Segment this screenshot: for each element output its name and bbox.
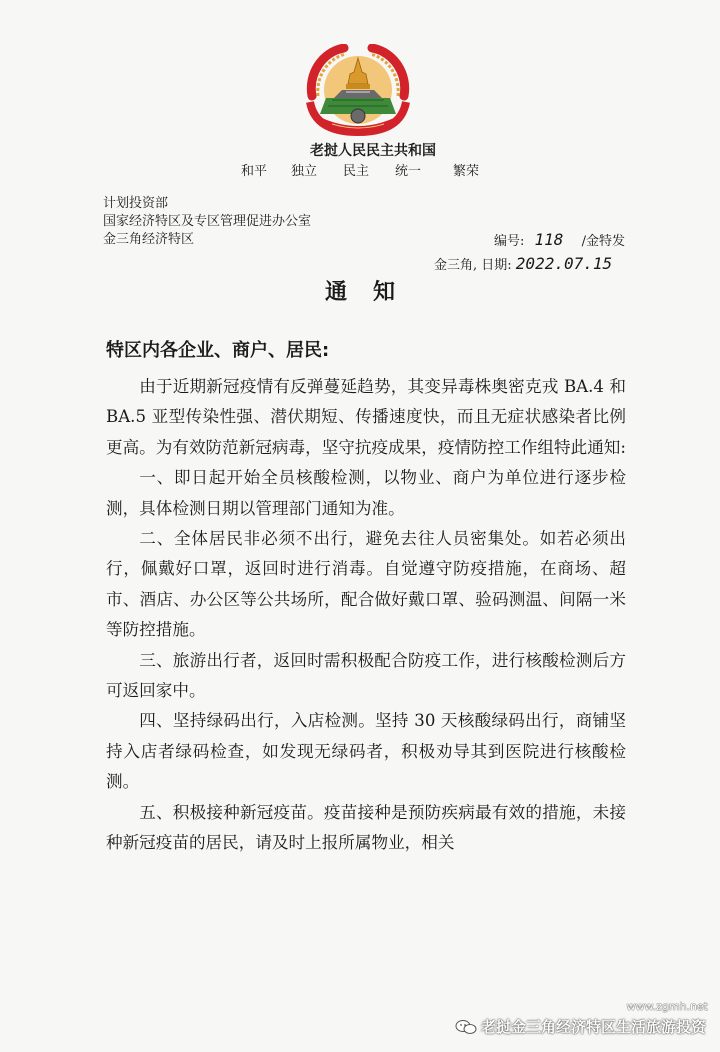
paragraph-intro: 由于近期新冠疫情有反弹蔓延趋势，其变异毒株奥密克戎 BA.4 和 BA.5 亚型传染性强、潜伏期短、传播速度快，而且无症状感染者比例更高。为有效防范新冠病毒，坚守抗疫成果，疫情防控工作组特此通知: [106,377,626,457]
paragraph-item-5: 五、积极接种新冠疫苗。疫苗接种是预防疾病最有效的措施，未接种新冠疫苗的居民，请及时上报所属物业，相关 [106,802,626,853]
issuer-office: 国家经济特区及专区管理促进办公室 [103,214,312,229]
national-motto [241,160,503,179]
site-watermark: www.zgmh.net [626,1000,708,1013]
document-number [494,230,625,249]
motto-word: 民主 [343,164,370,179]
motto-word: 统一 [395,164,422,179]
number-value: 118 [534,230,564,249]
place-date [434,254,612,273]
place-date-label: 金三角, 日期: [434,258,512,273]
national-emblem-icon [302,44,414,136]
account-name: 老挝金三角经济特区生活旅游投资 [480,1018,706,1036]
number-label: 编号: [494,234,525,249]
paragraph-item-1: 一、即日起开始全员核酸检测，以物业、商户为单位进行逐步检测，具体检测日期以管理部门通知为准。 [106,468,626,518]
paragraph-item-3: 三、旅游出行者，返回时需积极配合防疫工作，进行核酸检测后方可返回家中。 [106,650,626,701]
motto-word: 和平 [241,164,268,179]
addressee: 特区内各企业、商户、居民: [106,340,330,361]
paragraph-item-4: 四、坚持绿码出行，入店检测。坚持 30 天核酸绿码出行，商铺坚持入店者绿码检查，如发现无绿码者，积极劝导其到医院进行核酸检测。 [106,711,626,792]
document-title: 通知 [324,280,421,305]
issuer-zone: 金三角经济特区 [103,232,195,247]
number-suffix: /金特发 [581,234,625,249]
motto-word: 独立 [291,164,318,179]
notice-body [106,372,626,859]
date-value: 2022.07.15 [515,254,613,273]
issuer-ministry: 计划投资部 [103,196,169,211]
motto-word: 繁荣 [453,164,480,179]
wechat-icon [455,1019,477,1035]
country-name: 老挝人民民主共和国 [310,143,436,159]
account-watermark [455,1016,706,1037]
paragraph-item-2: 二、全体居民非必须不出行，避免去往人员密集处。如若必须出行，佩戴好口罩，返回时进行消毒。自觉遵守防疫措施，在商场、超市、酒店、办公区等公共场所，配合做好戴口罩、验码测温、间隔一米等防控措施。 [106,529,626,640]
